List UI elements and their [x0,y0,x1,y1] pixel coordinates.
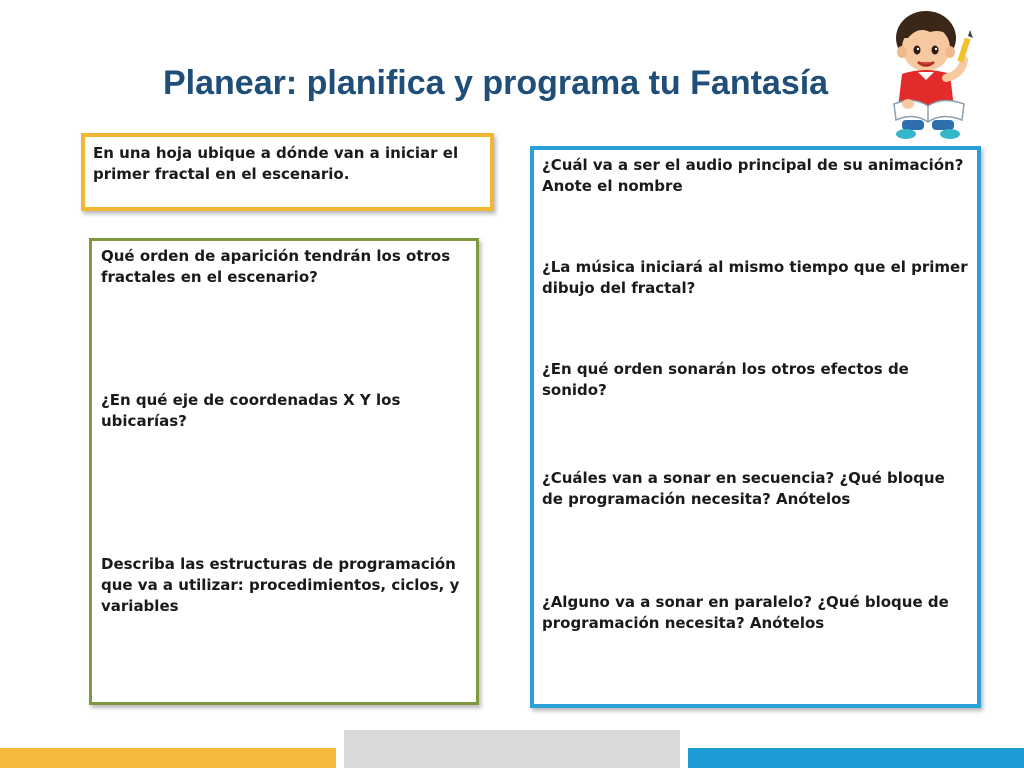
question-text: ¿Cuál va a ser el audio principal de su animación? Anote el nombre [542,156,964,195]
question-text: ¿Alguno va a sonar en paralelo? ¿Qué bloque de programación necesita? Anótelos [542,593,949,632]
question-text: Qué orden de aparición tendrán los otros fractales en el escenario? [101,247,451,286]
footer-bar-orange [0,748,336,768]
boy-reading-book-icon [884,8,980,140]
fractal-order-questions-box [89,238,479,705]
question-text: Describa las estructuras de programación que va a utilizar: procedimientos, ciclos, y variables [101,555,460,615]
instruction-text: En una hoja ubique a dónde van a iniciar el primer fractal en el escenario. [93,144,459,183]
page-title: Planear: planifica y programa tu Fantasía [163,64,829,102]
first-fractal-instruction-box [81,133,494,211]
question-text: ¿En qué orden sonarán los otros efectos de sonido? [542,360,909,399]
footer-bar-gray [344,730,680,768]
audio-questions-box [530,146,981,708]
question-text: ¿La música iniciará al mismo tiempo que el primer dibujo del fractal? [542,258,968,297]
question-text: ¿En qué eje de coordenadas X Y los ubicarías? [101,391,401,430]
question-text: ¿Cuáles van a sonar en secuencia? ¿Qué bloque de programación necesita? Anótelos [542,469,945,508]
footer-bar-blue [688,748,1024,768]
